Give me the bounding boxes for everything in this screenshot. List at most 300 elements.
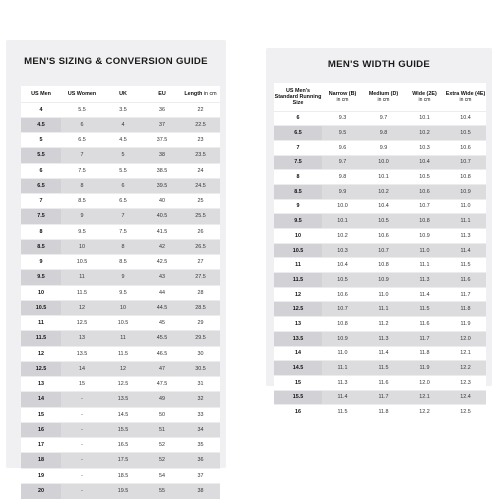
table-row bbox=[274, 273, 486, 288]
value-cell: - bbox=[61, 483, 103, 498]
value-cell: 10.3 bbox=[322, 243, 363, 258]
value-cell: 11.3 bbox=[404, 273, 445, 288]
table-row bbox=[21, 133, 220, 148]
table-row bbox=[274, 140, 486, 155]
value-cell: 11.0 bbox=[445, 199, 486, 214]
value-cell: 9.5 bbox=[103, 285, 143, 300]
size-cell: 7 bbox=[21, 194, 61, 209]
value-cell: 10.5 bbox=[103, 316, 143, 331]
value-cell: 36 bbox=[181, 453, 220, 468]
header-length-unit: in cm bbox=[203, 90, 217, 97]
value-cell: 10.2 bbox=[404, 126, 445, 141]
table-row bbox=[274, 184, 486, 199]
size-cell: 12 bbox=[274, 287, 322, 302]
value-cell: 10.1 bbox=[322, 214, 363, 229]
width-guide-table bbox=[274, 83, 486, 419]
size-cell: 16 bbox=[21, 422, 61, 437]
table-header-row bbox=[21, 86, 220, 102]
size-cell: 7.5 bbox=[274, 155, 322, 170]
value-cell: 8.5 bbox=[103, 255, 143, 270]
value-cell: 10.2 bbox=[322, 229, 363, 244]
table-row bbox=[21, 224, 220, 239]
value-cell: 10.7 bbox=[322, 302, 363, 317]
value-cell: 12.4 bbox=[445, 390, 486, 405]
value-cell: 5.5 bbox=[103, 163, 143, 178]
header-us-men: US Men bbox=[21, 86, 61, 102]
value-cell: 12.1 bbox=[404, 390, 445, 405]
value-cell: 11.3 bbox=[363, 331, 404, 346]
size-cell: 8.5 bbox=[274, 184, 322, 199]
value-cell: 16.5 bbox=[103, 438, 143, 453]
value-cell: 37.5 bbox=[143, 133, 181, 148]
header-label: US Men's Standard Running Size bbox=[274, 87, 322, 106]
table-row bbox=[21, 285, 220, 300]
header-unit: in cm bbox=[377, 96, 390, 103]
value-cell: 12.5 bbox=[61, 316, 103, 331]
size-cell: 7 bbox=[274, 140, 322, 155]
header-unit: in cm bbox=[336, 96, 349, 103]
value-cell: 12.5 bbox=[445, 405, 486, 420]
value-cell: 12.3 bbox=[445, 375, 486, 390]
size-cell: 20 bbox=[21, 483, 61, 498]
value-cell: 9.8 bbox=[322, 170, 363, 185]
table-row bbox=[21, 422, 220, 437]
value-cell: 11.3 bbox=[322, 375, 363, 390]
size-cell: 9.5 bbox=[21, 270, 61, 285]
value-cell: 19.5 bbox=[103, 483, 143, 498]
header-unit: in cm bbox=[418, 96, 431, 103]
value-cell: - bbox=[61, 438, 103, 453]
value-cell: 9.5 bbox=[61, 224, 103, 239]
value-cell: 10.1 bbox=[404, 111, 445, 126]
value-cell: 10.8 bbox=[322, 317, 363, 332]
value-cell: 52 bbox=[143, 453, 181, 468]
size-cell: 6 bbox=[274, 111, 322, 126]
value-cell: 7.5 bbox=[103, 224, 143, 239]
value-cell: 10.8 bbox=[363, 258, 404, 273]
value-cell: 10.5 bbox=[404, 170, 445, 185]
size-cell: 18 bbox=[21, 453, 61, 468]
value-cell: 10.5 bbox=[322, 273, 363, 288]
value-cell: 11.7 bbox=[445, 287, 486, 302]
value-cell: 10.7 bbox=[445, 155, 486, 170]
value-cell: 10.4 bbox=[363, 199, 404, 214]
value-cell: 40.5 bbox=[143, 209, 181, 224]
table-row bbox=[274, 331, 486, 346]
value-cell: 47 bbox=[143, 361, 181, 376]
value-cell: 11.6 bbox=[404, 317, 445, 332]
header-unit: in cm bbox=[459, 96, 472, 103]
table-row bbox=[274, 214, 486, 229]
value-cell: 33 bbox=[181, 407, 220, 422]
value-cell: 14.5 bbox=[103, 407, 143, 422]
size-cell: 13.5 bbox=[274, 331, 322, 346]
header-wide bbox=[404, 83, 445, 111]
value-cell: 6 bbox=[103, 178, 143, 193]
value-cell: 28 bbox=[181, 285, 220, 300]
value-cell: 13.5 bbox=[61, 346, 103, 361]
value-cell: 3.5 bbox=[103, 102, 143, 117]
value-cell: 43 bbox=[143, 270, 181, 285]
value-cell: 10 bbox=[61, 239, 103, 254]
size-cell: 14 bbox=[274, 346, 322, 361]
value-cell: 30 bbox=[181, 346, 220, 361]
header-label: Medium (D) bbox=[368, 90, 399, 97]
value-cell: 12.5 bbox=[103, 377, 143, 392]
value-cell: 29 bbox=[181, 316, 220, 331]
value-cell: 8 bbox=[103, 239, 143, 254]
table-row bbox=[274, 170, 486, 185]
value-cell: 5.5 bbox=[61, 102, 103, 117]
value-cell: 11.5 bbox=[61, 285, 103, 300]
table-row bbox=[21, 255, 220, 270]
table-row bbox=[274, 302, 486, 317]
value-cell: 12.0 bbox=[404, 375, 445, 390]
value-cell: - bbox=[61, 422, 103, 437]
value-cell: 9.5 bbox=[322, 126, 363, 141]
size-cell: 13 bbox=[274, 317, 322, 332]
value-cell: 31 bbox=[181, 377, 220, 392]
value-cell: 17.5 bbox=[103, 453, 143, 468]
value-cell: 11.7 bbox=[404, 331, 445, 346]
value-cell: 52 bbox=[143, 438, 181, 453]
value-cell: 11 bbox=[103, 331, 143, 346]
table-row bbox=[274, 375, 486, 390]
value-cell: 11.9 bbox=[445, 317, 486, 332]
value-cell: 29.5 bbox=[181, 331, 220, 346]
value-cell: 4.5 bbox=[103, 133, 143, 148]
value-cell: 11.1 bbox=[363, 302, 404, 317]
size-cell: 14 bbox=[21, 392, 61, 407]
width-guide-card bbox=[266, 48, 492, 416]
value-cell: 10.6 bbox=[445, 140, 486, 155]
size-cell: 11.5 bbox=[274, 273, 322, 288]
header-label: Wide (2E) bbox=[412, 90, 437, 97]
sizing-conversion-guide-card bbox=[6, 40, 226, 495]
table-row bbox=[21, 239, 220, 254]
value-cell: 12 bbox=[61, 300, 103, 315]
value-cell: 45 bbox=[143, 316, 181, 331]
size-cell: 7.5 bbox=[21, 209, 61, 224]
value-cell: 38.5 bbox=[143, 163, 181, 178]
value-cell: 50 bbox=[143, 407, 181, 422]
size-cell: 10.5 bbox=[21, 300, 61, 315]
header-us-women: US Women bbox=[61, 86, 103, 102]
size-cell: 6.5 bbox=[21, 178, 61, 193]
size-cell: 4 bbox=[21, 102, 61, 117]
value-cell: 9.9 bbox=[322, 184, 363, 199]
table-row bbox=[21, 300, 220, 315]
table-row bbox=[21, 468, 220, 483]
value-cell: 12.0 bbox=[445, 331, 486, 346]
value-cell: 46.5 bbox=[143, 346, 181, 361]
value-cell: 11.4 bbox=[322, 390, 363, 405]
value-cell: 10.0 bbox=[363, 155, 404, 170]
table-row bbox=[21, 163, 220, 178]
size-cell: 14.5 bbox=[274, 361, 322, 376]
size-cell: 11 bbox=[21, 316, 61, 331]
value-cell: - bbox=[61, 407, 103, 422]
header-standard-size bbox=[274, 83, 322, 111]
size-cell: 9 bbox=[274, 199, 322, 214]
value-cell: 10.5 bbox=[363, 214, 404, 229]
table-row bbox=[21, 178, 220, 193]
sizing-conversion-table bbox=[21, 86, 220, 499]
value-cell: 26.5 bbox=[181, 239, 220, 254]
header-extra-wide bbox=[445, 83, 486, 111]
table-row bbox=[21, 102, 220, 117]
table-row bbox=[21, 194, 220, 209]
size-cell: 16 bbox=[274, 405, 322, 420]
value-cell: 41.5 bbox=[143, 224, 181, 239]
table-row bbox=[274, 126, 486, 141]
value-cell: 15.5 bbox=[103, 422, 143, 437]
header-label: Narrow (B) bbox=[328, 90, 357, 97]
size-cell: 8 bbox=[274, 170, 322, 185]
table-row bbox=[21, 331, 220, 346]
value-cell: 11.5 bbox=[322, 405, 363, 420]
header-length-label: Length bbox=[184, 90, 203, 97]
value-cell: 12.1 bbox=[445, 346, 486, 361]
value-cell: 11.5 bbox=[103, 346, 143, 361]
size-cell: 19 bbox=[21, 468, 61, 483]
value-cell: 11.9 bbox=[404, 361, 445, 376]
value-cell: 35 bbox=[181, 438, 220, 453]
value-cell: 25.5 bbox=[181, 209, 220, 224]
value-cell: 9.9 bbox=[363, 140, 404, 155]
size-cell: 11 bbox=[274, 258, 322, 273]
value-cell: 8 bbox=[61, 178, 103, 193]
value-cell: 55 bbox=[143, 483, 181, 498]
value-cell: 10.6 bbox=[363, 229, 404, 244]
size-cell: 9 bbox=[21, 255, 61, 270]
value-cell: 7 bbox=[61, 148, 103, 163]
table-row bbox=[274, 199, 486, 214]
table-row bbox=[274, 390, 486, 405]
value-cell: 26 bbox=[181, 224, 220, 239]
value-cell: 28.5 bbox=[181, 300, 220, 315]
value-cell: 10.4 bbox=[322, 258, 363, 273]
size-cell: 5.5 bbox=[21, 148, 61, 163]
header-narrow bbox=[322, 83, 363, 111]
value-cell: 11.1 bbox=[404, 258, 445, 273]
value-cell: 40 bbox=[143, 194, 181, 209]
value-cell: 37 bbox=[143, 117, 181, 132]
value-cell: 44 bbox=[143, 285, 181, 300]
value-cell: 11.7 bbox=[363, 390, 404, 405]
table-row bbox=[21, 346, 220, 361]
table-row bbox=[274, 111, 486, 126]
value-cell: 34 bbox=[181, 422, 220, 437]
table-row bbox=[21, 361, 220, 376]
value-cell: 11.8 bbox=[445, 302, 486, 317]
value-cell: 30.5 bbox=[181, 361, 220, 376]
sizing-guide-title: MEN'S SIZING & CONVERSION GUIDE bbox=[24, 56, 208, 67]
value-cell: 24 bbox=[181, 163, 220, 178]
table-row bbox=[274, 346, 486, 361]
value-cell: 10.8 bbox=[445, 170, 486, 185]
value-cell: 10.5 bbox=[445, 126, 486, 141]
value-cell: 45.5 bbox=[143, 331, 181, 346]
value-cell: 37 bbox=[181, 468, 220, 483]
value-cell: 10.3 bbox=[404, 140, 445, 155]
value-cell: 8.5 bbox=[61, 194, 103, 209]
size-cell: 8.5 bbox=[21, 239, 61, 254]
value-cell: 11 bbox=[61, 270, 103, 285]
value-cell: 7.5 bbox=[61, 163, 103, 178]
value-cell: 10.9 bbox=[445, 184, 486, 199]
value-cell: 11.0 bbox=[363, 287, 404, 302]
value-cell: 13 bbox=[61, 331, 103, 346]
header-length bbox=[181, 86, 220, 102]
value-cell: 9.8 bbox=[363, 126, 404, 141]
value-cell: 12 bbox=[103, 361, 143, 376]
value-cell: 11.5 bbox=[404, 302, 445, 317]
value-cell: 42 bbox=[143, 239, 181, 254]
value-cell: 10.9 bbox=[363, 273, 404, 288]
table-row bbox=[274, 155, 486, 170]
table-row bbox=[21, 483, 220, 498]
value-cell: 38 bbox=[143, 148, 181, 163]
value-cell: 42.5 bbox=[143, 255, 181, 270]
table-row bbox=[21, 209, 220, 224]
size-cell: 12.5 bbox=[274, 302, 322, 317]
table-row bbox=[21, 453, 220, 468]
value-cell: 27 bbox=[181, 255, 220, 270]
value-cell: 23.5 bbox=[181, 148, 220, 163]
value-cell: 36 bbox=[143, 102, 181, 117]
value-cell: 10.1 bbox=[363, 170, 404, 185]
value-cell: 7 bbox=[103, 209, 143, 224]
value-cell: 9.7 bbox=[322, 155, 363, 170]
value-cell: 32 bbox=[181, 392, 220, 407]
table-row bbox=[274, 229, 486, 244]
value-cell: 18.5 bbox=[103, 468, 143, 483]
value-cell: 10.6 bbox=[322, 287, 363, 302]
value-cell: 54 bbox=[143, 468, 181, 483]
table-row bbox=[274, 287, 486, 302]
size-cell: 10 bbox=[21, 285, 61, 300]
size-cell: 10.5 bbox=[274, 243, 322, 258]
value-cell: 22 bbox=[181, 102, 220, 117]
value-cell: 11.8 bbox=[363, 405, 404, 420]
value-cell: 9.3 bbox=[322, 111, 363, 126]
value-cell: 9 bbox=[61, 209, 103, 224]
value-cell: 10.2 bbox=[363, 184, 404, 199]
value-cell: 11.3 bbox=[445, 229, 486, 244]
value-cell: 11.2 bbox=[363, 317, 404, 332]
value-cell: 11.0 bbox=[322, 346, 363, 361]
value-cell: 11.5 bbox=[363, 361, 404, 376]
value-cell: 11.8 bbox=[404, 346, 445, 361]
value-cell: 24.5 bbox=[181, 178, 220, 193]
value-cell: 11.5 bbox=[445, 258, 486, 273]
value-cell: 11.0 bbox=[404, 243, 445, 258]
header-uk: UK bbox=[103, 86, 143, 102]
value-cell: 10.7 bbox=[404, 199, 445, 214]
size-cell: 11.5 bbox=[21, 331, 61, 346]
value-cell: 10.0 bbox=[322, 199, 363, 214]
value-cell: 6.5 bbox=[103, 194, 143, 209]
size-cell: 15 bbox=[21, 407, 61, 422]
table-row bbox=[21, 407, 220, 422]
value-cell: 10.9 bbox=[322, 331, 363, 346]
size-cell: 15 bbox=[274, 375, 322, 390]
value-cell: 13.5 bbox=[103, 392, 143, 407]
table-row bbox=[274, 361, 486, 376]
value-cell: 10.5 bbox=[61, 255, 103, 270]
value-cell: - bbox=[61, 453, 103, 468]
value-cell: 51 bbox=[143, 422, 181, 437]
size-cell: 17 bbox=[21, 438, 61, 453]
value-cell: 6 bbox=[61, 117, 103, 132]
value-cell: 10 bbox=[103, 300, 143, 315]
value-cell: - bbox=[61, 392, 103, 407]
value-cell: 10.6 bbox=[404, 184, 445, 199]
value-cell: 11.6 bbox=[445, 273, 486, 288]
value-cell: 6.5 bbox=[61, 133, 103, 148]
value-cell: 11.6 bbox=[363, 375, 404, 390]
table-row bbox=[274, 405, 486, 420]
value-cell: 9.6 bbox=[322, 140, 363, 155]
size-cell: 10 bbox=[274, 229, 322, 244]
value-cell: 10.9 bbox=[404, 229, 445, 244]
table-row bbox=[274, 243, 486, 258]
value-cell: 47.5 bbox=[143, 377, 181, 392]
table-row bbox=[21, 270, 220, 285]
value-cell: 10.4 bbox=[404, 155, 445, 170]
table-row bbox=[21, 377, 220, 392]
value-cell: - bbox=[61, 468, 103, 483]
size-cell: 8 bbox=[21, 224, 61, 239]
size-cell: 12 bbox=[21, 346, 61, 361]
size-cell: 15.5 bbox=[274, 390, 322, 405]
value-cell: 44.5 bbox=[143, 300, 181, 315]
header-eu: EU bbox=[143, 86, 181, 102]
value-cell: 38 bbox=[181, 483, 220, 498]
width-guide-title: MEN'S WIDTH GUIDE bbox=[327, 59, 431, 70]
value-cell: 9 bbox=[103, 270, 143, 285]
value-cell: 27.5 bbox=[181, 270, 220, 285]
value-cell: 11.1 bbox=[322, 361, 363, 376]
value-cell: 10.7 bbox=[363, 243, 404, 258]
table-row bbox=[21, 392, 220, 407]
size-cell: 13 bbox=[21, 377, 61, 392]
size-cell: 9.5 bbox=[274, 214, 322, 229]
size-cell: 12.5 bbox=[21, 361, 61, 376]
value-cell: 10.8 bbox=[404, 214, 445, 229]
value-cell: 12.2 bbox=[404, 405, 445, 420]
value-cell: 9.7 bbox=[363, 111, 404, 126]
value-cell: 11.4 bbox=[445, 243, 486, 258]
value-cell: 39.5 bbox=[143, 178, 181, 193]
size-cell: 6 bbox=[21, 163, 61, 178]
value-cell: 5 bbox=[103, 148, 143, 163]
header-medium bbox=[363, 83, 404, 111]
value-cell: 4 bbox=[103, 117, 143, 132]
table-header-row bbox=[274, 83, 486, 111]
value-cell: 25 bbox=[181, 194, 220, 209]
table-row bbox=[21, 316, 220, 331]
header-label: Extra Wide (4E) bbox=[445, 90, 486, 97]
table-row bbox=[274, 258, 486, 273]
value-cell: 23 bbox=[181, 133, 220, 148]
size-cell: 5 bbox=[21, 133, 61, 148]
table-row bbox=[274, 317, 486, 332]
table-row bbox=[21, 148, 220, 163]
value-cell: 14 bbox=[61, 361, 103, 376]
value-cell: 15 bbox=[61, 377, 103, 392]
